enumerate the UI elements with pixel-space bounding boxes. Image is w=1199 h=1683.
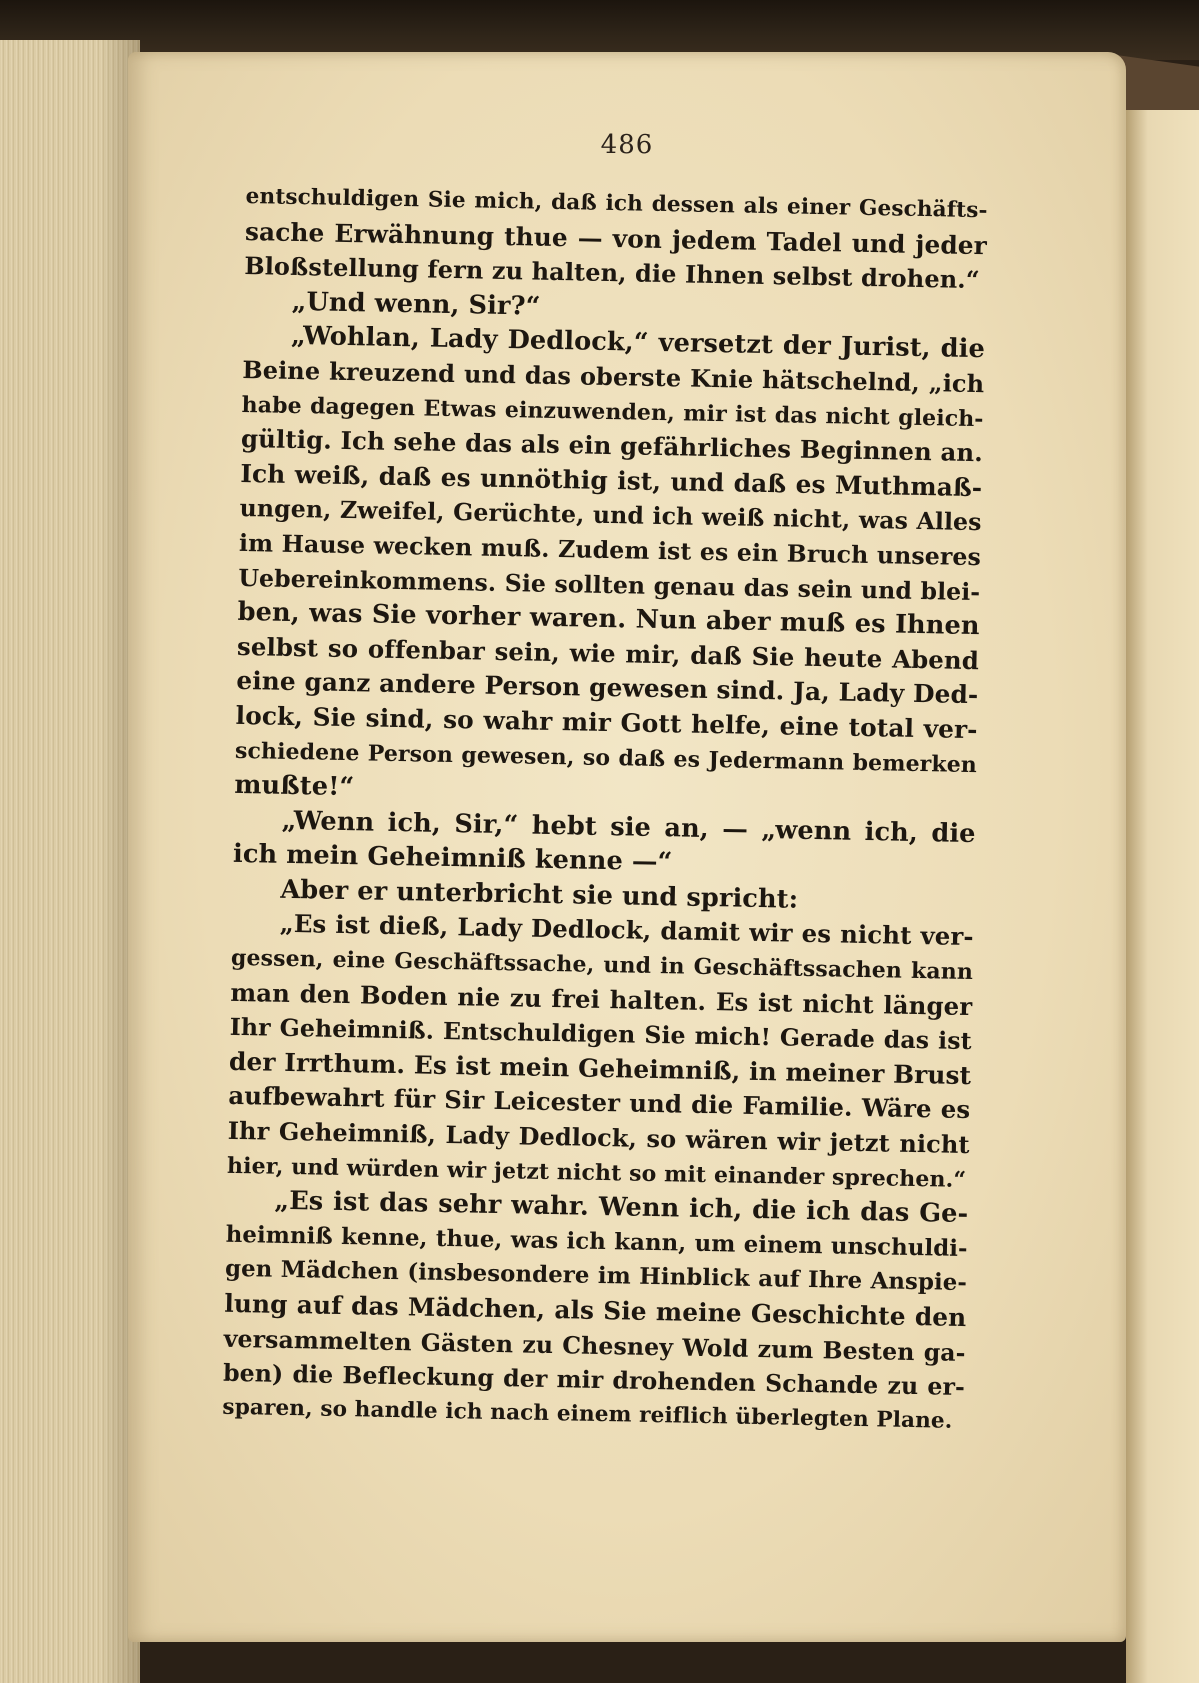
text-line: Ich weiß, daß es unnöthig ist, und daß es Muthmaß-	[240, 458, 983, 502]
text-line: „Es ist das sehr wahr. Wenn ich, die ich das Ge-	[274, 1185, 969, 1230]
text-line: lung auf das Mädchen, als Sie meine Geschichte den	[224, 1288, 967, 1333]
book-page	[128, 52, 1126, 1642]
page-text	[222, 180, 988, 1439]
text-line: eine ganz andere Person gewesen sind. Ja, Lady Ded-	[236, 666, 979, 710]
text-line: hier, und würden wir jetzt nicht so mit einander sprechen.“	[226, 1152, 967, 1193]
text-line: „Wohlan, Lady Dedlock,“ versetzt der Jurist, die	[290, 321, 986, 365]
text-line: ben, was Sie vorher waren. Nun aber muß es Ihnen	[237, 597, 980, 642]
text-line: Bloßstellung fern zu halten, die Ihnen selbst drohen.“	[244, 251, 980, 295]
text-line: „Wenn ich, Sir,“ hebt sie an, — „wenn ich, die	[281, 805, 976, 849]
text-line: Ihr Geheimniß, Lady Dedlock, so wären wir jetzt nicht	[227, 1115, 970, 1160]
text-line: „Es ist dieß, Lady Dedlock, damit wir es nicht ver-	[279, 909, 974, 952]
facing-page-edge	[1126, 110, 1199, 1683]
text-line: Uebereinkommens. Sie sollten genau das sein und blei-	[238, 563, 981, 606]
text-line: lock, Sie sind, so wahr mir Gott helfe, eine total ver-	[235, 700, 978, 745]
text-line: Ihr Geheimniß. Entschuldigen Sie mich! Gerade das ist	[229, 1013, 972, 1056]
page-number: 486	[600, 130, 654, 160]
text-line: ungen, Zweifel, Gerüchte, und ich weiß nicht, was Alles	[239, 494, 982, 537]
text-line: ben) die Befleckung der mir drohenden Schande zu er-	[222, 1358, 966, 1402]
text-line: im Hause wecken muß. Zudem ist es ein Bruch unseres	[238, 528, 982, 572]
text-line: sparen, so handle ich nach einem reiflich überlegten Plane.	[222, 1394, 953, 1434]
text-line: gessen, eine Geschäftssache, und in Geschäftssachen kann	[230, 944, 974, 986]
text-line: versammelten Gästen zu Chesney Wold zum Besten ga-	[223, 1324, 966, 1367]
text-line: ich mein Geheimniß kenne —“	[232, 839, 673, 878]
text-line: aufbewahrt für Sir Leicester und die Familie. Wäre es	[228, 1081, 971, 1125]
text-line: entschuldigen Sie mich, daß ich dessen als einer Geschäfts-	[245, 183, 988, 224]
text-line: selbst so offenbar sein, wie mir, daß Sie heute Abend	[236, 631, 980, 675]
text-line: man den Boden nie zu frei halten. Es ist nicht länger	[230, 977, 973, 1021]
text-line: „Und wenn, Sir?“	[291, 286, 541, 322]
text-line: Beine kreuzend und das oberste Knie hätschelnd, „ich	[242, 354, 985, 399]
binding-shadow	[0, 0, 1199, 60]
text-line: Aber er unterbricht sie und spricht:	[280, 874, 799, 915]
text-line: schiedene Person gewesen, so daß es Jedermann bemerken	[234, 737, 978, 778]
text-line: der Irrthum. Es ist mein Geheimniß, in meiner Brust	[228, 1046, 972, 1090]
text-line: sache Erwähnung thue — von jedem Tadel und jeder	[244, 216, 988, 260]
text-line: gültig. Ich sehe das als ein gefährliches Beginnen an.	[240, 424, 984, 468]
text-line: habe dagegen Etwas einzuwenden, mir ist das nicht gleich-	[241, 391, 984, 432]
text-line: mußte!“	[234, 769, 355, 803]
text-line: gen Mädchen (insbesondere im Hinblick auf Ihre Anspie-	[224, 1256, 968, 1297]
text-line: heimniß kenne, thue, was ich kann, um einem unschuldi-	[225, 1221, 968, 1262]
